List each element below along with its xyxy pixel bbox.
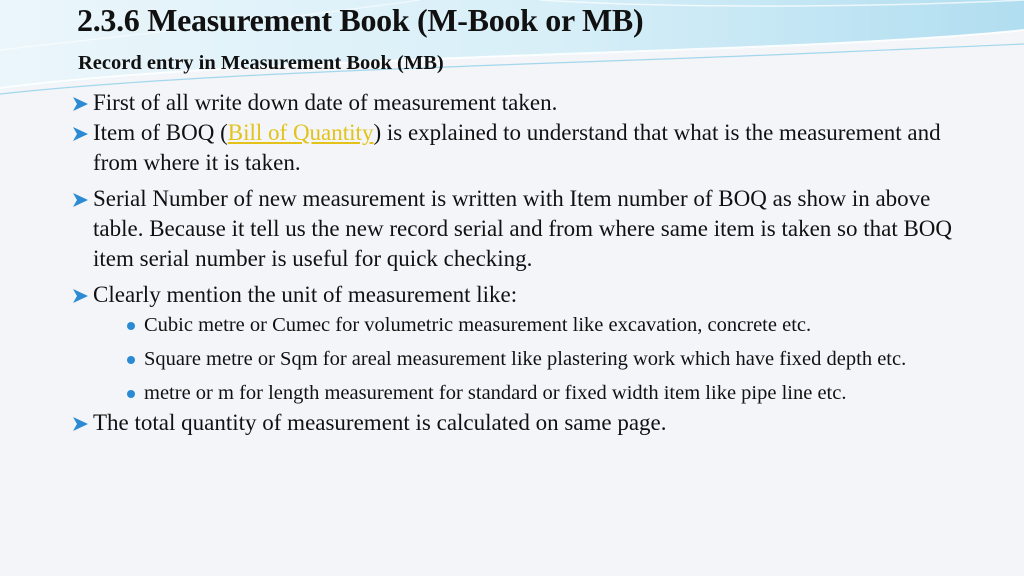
sub-bullet-item [93, 312, 972, 339]
bullet-text: Serial Number of new measurement is written with Item number of BOQ as show in above table. Because it tell us the new record serial and from where same item is taken so that BOQ item serial number is useful for quick checking. [93, 186, 953, 271]
slide-title: 2.3.6 Measurement Book (M-Book or MB) [77, 2, 644, 38]
bullet-item [72, 280, 972, 407]
bullet-text: Clearly mention the unit of measurement like: [93, 282, 518, 307]
sub-bullet-text: Cubic metre or Cumec for volumetric measurement like excavation, concrete etc. [144, 314, 812, 336]
bullet-item [72, 118, 972, 178]
arrow-bullet-icon [72, 288, 89, 304]
bullet-item [72, 184, 972, 274]
sub-bullet-item [93, 346, 972, 373]
sub-bullet-text: metre or m for length measurement for standard or fixed width item like pipe line etc. [144, 382, 847, 404]
bullet-text: The total quantity of measurement is calculated on same page. [93, 410, 667, 435]
bullet-text-pre: Item of BOQ ( [93, 120, 228, 145]
bullet-list [72, 88, 972, 438]
bullet-item [72, 88, 972, 118]
bill-of-quantity-link[interactable]: Bill of Quantity [227, 120, 374, 145]
arrow-bullet-icon [72, 96, 89, 112]
bullet-item [72, 408, 972, 438]
dot-bullet-icon [127, 356, 135, 364]
bullet-text: First of all write down date of measurement taken. [93, 90, 558, 115]
sub-bullet-text: Square metre or Sqm for areal measurement like plastering work which have fixed depth etc. [144, 348, 907, 370]
arrow-bullet-icon [72, 126, 89, 142]
sub-bullet-list [93, 312, 972, 407]
dot-bullet-icon [127, 390, 135, 398]
bullet-text-post: ) is explained to understand that what is the measurement and from where it is taken. [93, 120, 941, 175]
arrow-bullet-icon [72, 192, 89, 208]
slide-subtitle: Record entry in Measurement Book (MB) [78, 52, 444, 74]
sub-bullet-item [93, 380, 972, 407]
dot-bullet-icon [127, 322, 135, 330]
arrow-bullet-icon [72, 416, 89, 432]
